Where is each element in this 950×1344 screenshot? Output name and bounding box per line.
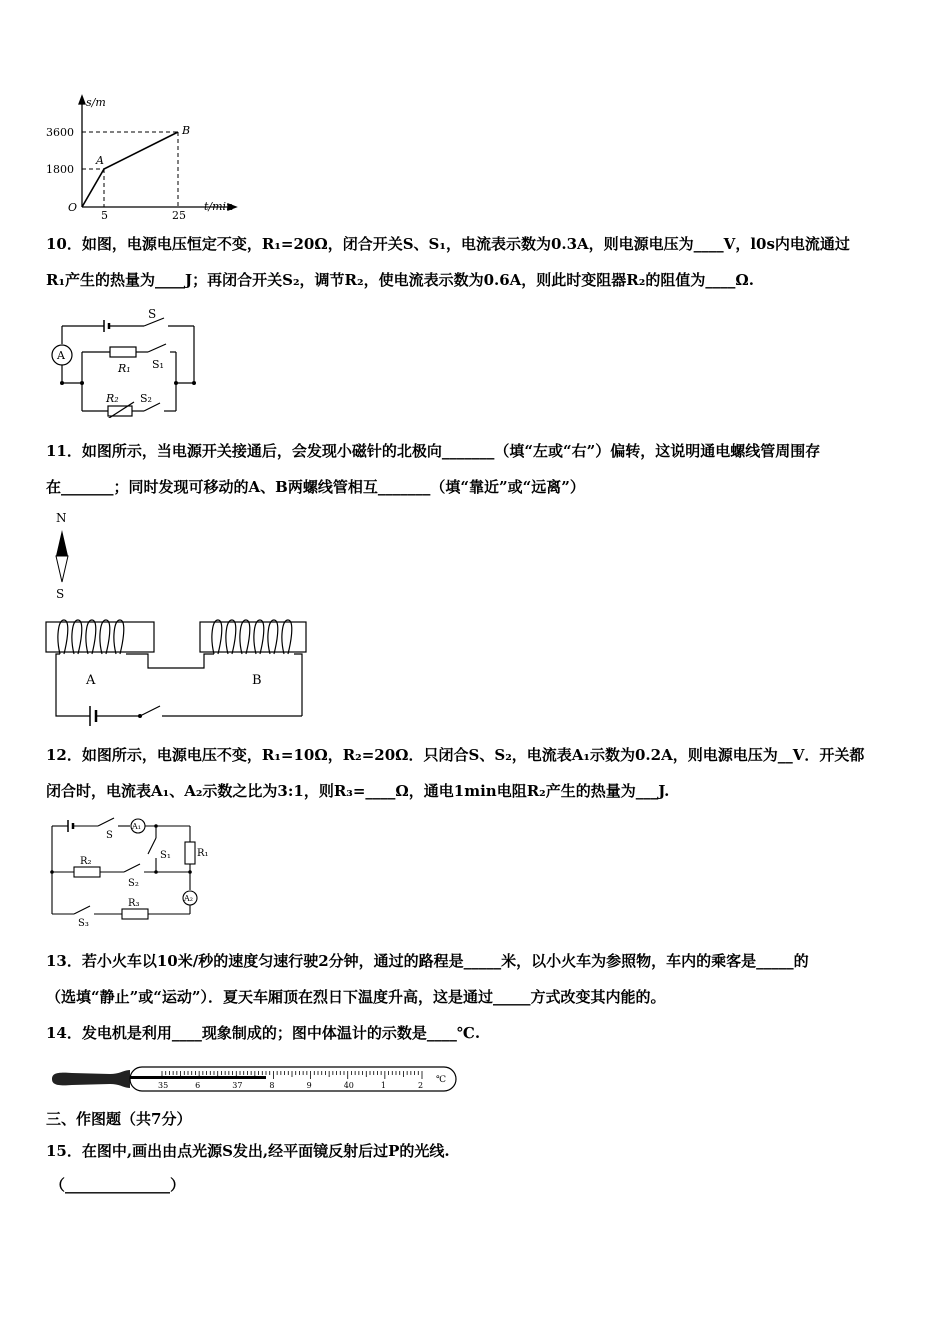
question-11-line-2: 在_______；同时发现可移动的A、B两螺线管相互_______（填“靠近”或“远离”） — [46, 478, 585, 496]
section-3-title-text: 三、作图题（共7分） — [46, 1110, 192, 1128]
ammeter-a1-label: A₁ — [132, 822, 141, 831]
switch-s-label: S — [148, 308, 157, 321]
question-15-line-1: 15．在图中,画出由点光源S发出,经平面镜反射后过P的光线. — [46, 1142, 450, 1160]
r2-label: R₂ — [106, 392, 119, 405]
r1-label: R₁ — [118, 362, 131, 375]
compass-n-label: N — [56, 511, 67, 525]
thermometer-tick-label: 1 — [380, 1081, 386, 1090]
s3-label: S₃ — [78, 918, 89, 928]
ammeter-label: A — [57, 349, 65, 362]
x-tick-label: 25 — [172, 209, 186, 222]
thermometer-unit: ℃ — [436, 1075, 447, 1085]
question-13 — [46, 943, 908, 1015]
switch-s-label: S — [106, 830, 113, 841]
solenoid-a-label: A — [86, 673, 96, 688]
y-tick-label: 1800 — [46, 163, 74, 176]
clinical-thermometer — [50, 1063, 462, 1095]
thermometer-tick-label: 8 — [269, 1081, 275, 1090]
thermometer-bulb — [52, 1070, 130, 1088]
question-15-answer-blank[interactable]: （______________） — [50, 1176, 186, 1194]
thermometer-tick-label: 6 — [195, 1081, 201, 1090]
thermometer-tick-label: 2 — [418, 1081, 424, 1090]
thermometer-tick-label: 9 — [306, 1081, 312, 1090]
origin-label: O — [68, 201, 78, 214]
point-b-label: B — [182, 124, 191, 137]
question-11-line-1: 11．如图所示，当电源开关接通后，会发现小磁针的北极向_______（填“左或“右”）偏转，这说明通电螺线管周围存 — [46, 442, 821, 460]
s1-label: S₁ — [152, 358, 164, 371]
x-axis-label: t/min — [204, 200, 234, 213]
thermometer-tick-label: 37 — [232, 1081, 243, 1090]
point-a-label: A — [96, 154, 104, 167]
question-13-line-2: （选填“静止”或“运动”）．夏天车厢顶在烈日下温度升高，这是通过_____方式改变其内能的。 — [46, 988, 666, 1006]
question-12 — [46, 737, 908, 809]
y-tick-label: 3600 — [46, 126, 74, 139]
ammeter-a2-label: A₂ — [184, 894, 193, 903]
question-10 — [46, 226, 908, 298]
solenoid-b-label: B — [252, 673, 262, 688]
thermometer-tick-label: 40 — [343, 1081, 354, 1090]
compass-needle-south — [56, 556, 68, 582]
distance-time-graph — [40, 92, 250, 222]
question-13-line-1: 13．若小火车以10米/秒的速度匀速行驶2分钟，通过的路程是_____米，以小火车为参照物，车内的乘客是_____的 — [46, 952, 809, 970]
r1-label: R₁ — [197, 848, 209, 859]
circuit-diagram-q10 — [46, 308, 206, 418]
compass-s-label: S — [56, 587, 65, 601]
s2-label: S₂ — [140, 392, 152, 405]
question-10-line-2: R₁产生的热量为____J；再闭合开关S₂，调节R₂，使电流表示数为0.6A，则此时变阻器R₂的阻值为____Ω. — [46, 271, 754, 289]
section-3-title — [46, 1106, 908, 1132]
solenoid-diagram-q11 — [40, 508, 320, 730]
r2-label: R₂ — [80, 856, 92, 867]
r3-label: R₃ — [128, 898, 140, 909]
x-tick-label: 5 — [101, 209, 108, 222]
s1-label: S₁ — [160, 850, 171, 861]
question-10-line-1: 10．如图，电源电压恒定不变，R₁=20Ω，闭合开关S、S₁，电流表示数为0.3A，则电源电压为____V，l0s内电流通过 — [46, 235, 850, 253]
circuit-diagram-q12 — [44, 812, 224, 928]
compass-needle-north — [56, 530, 68, 556]
question-15 — [46, 1134, 908, 1202]
question-14 — [46, 1015, 908, 1051]
question-12-line-1: 12．如图所示，电源电压不变，R₁=10Ω，R₂=20Ω．只闭合S、S₂，电流表A₁示数为0.2A，则电源电压为__V．开关都 — [46, 746, 865, 764]
question-14-line-1: 14．发电机是利用____现象制成的；图中体温计的示数是____℃. — [46, 1024, 481, 1042]
mercury-column — [130, 1076, 266, 1079]
y-axis-label: s/m — [86, 96, 106, 109]
thermometer-tick-label: 35 — [158, 1081, 169, 1090]
question-11 — [46, 433, 908, 505]
question-12-line-2: 闭合时，电流表A₁、A₂示数之比为3:1，则R₃=____Ω，通电1min电阻R₂产生的热量为___J. — [46, 782, 670, 800]
s2-label: S₂ — [128, 878, 139, 889]
